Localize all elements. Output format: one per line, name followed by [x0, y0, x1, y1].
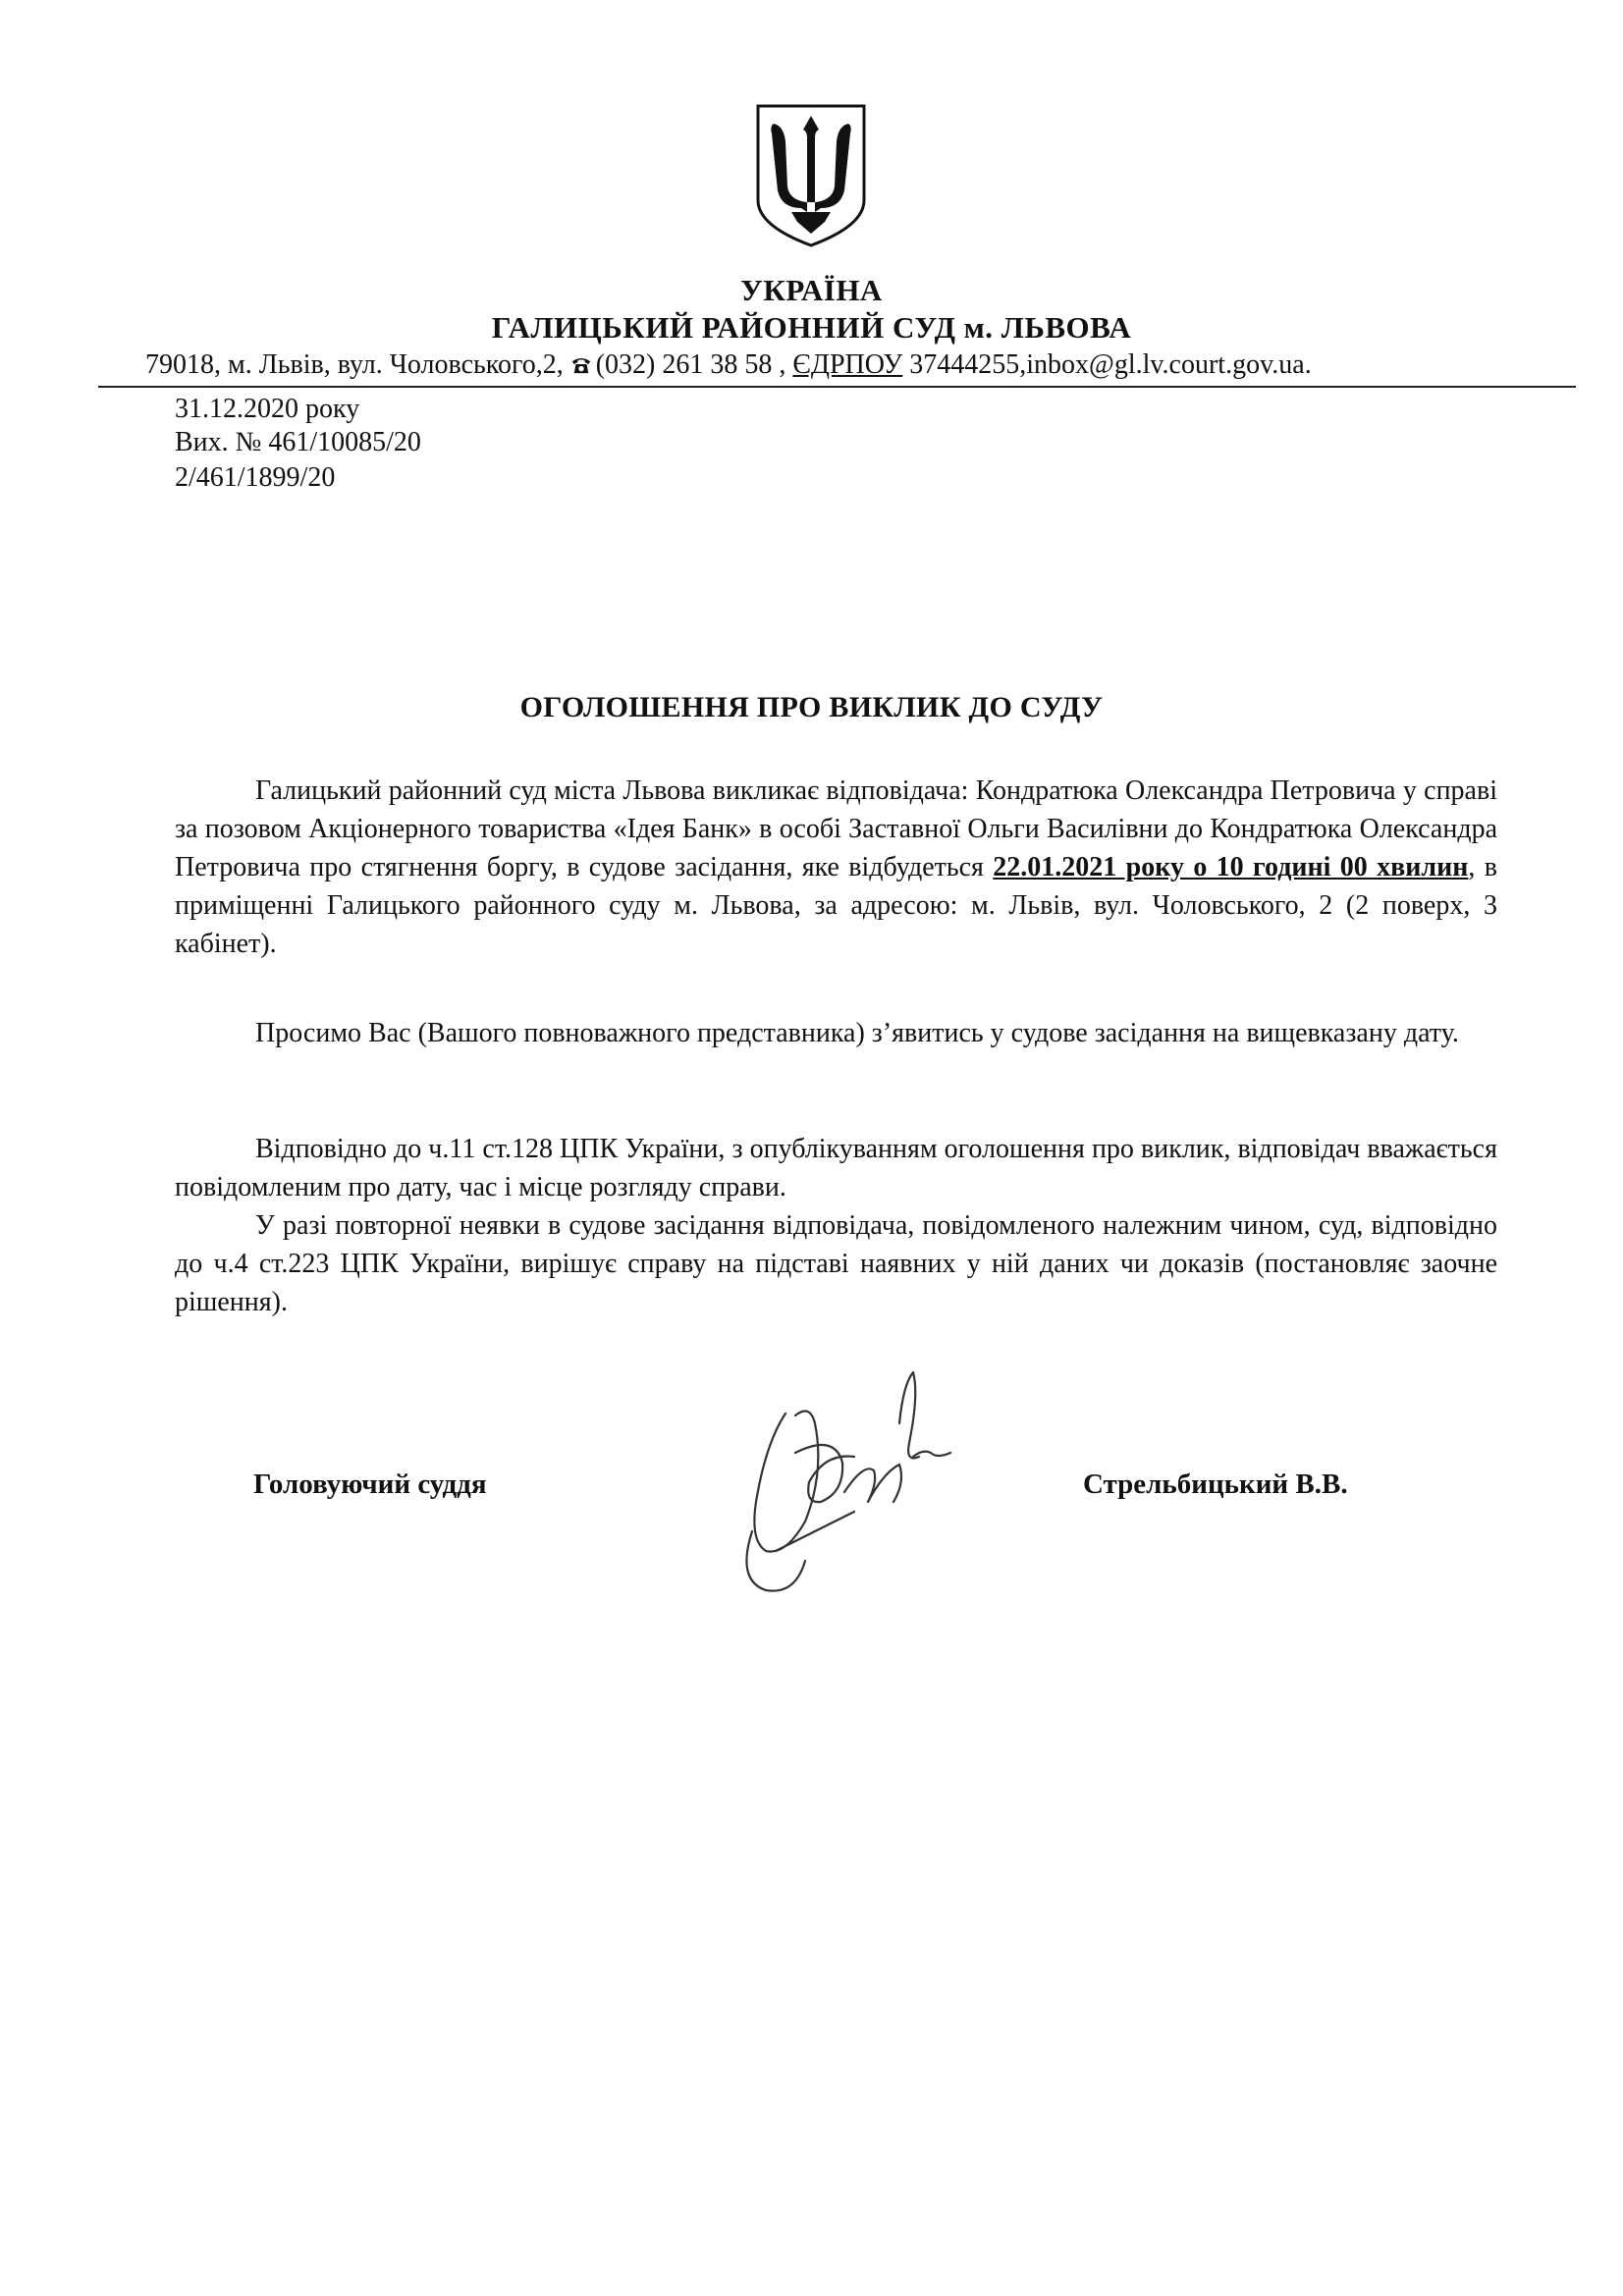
handwritten-signature-icon — [727, 1355, 952, 1610]
summons-text-end: , в приміщенні Галицького районного суду м. Львова, за адресою: м. Львів, вул. Чоловського, 2 (2 поверх, 3 кабінет). — [175, 852, 1497, 959]
summons-text-start: Галицький районний суд міста Львова викликає відповідача: Кондратюка Олександра Петровича у справі за позовом Акціонерного товариства «Ідея Банк» в особі Заставної Ольги Василівни до Кондратюка Олександра Петровича про стягнення боргу, в судове засідання, яке відбудеться — [175, 775, 1497, 882]
signatory-role: Головуючий суддя — [253, 1468, 487, 1500]
signatory-name: Стрельбицький В.В. — [1083, 1468, 1348, 1500]
court-phone: (032) 261 38 58 , — [595, 349, 786, 380]
header-divider — [98, 386, 1576, 388]
court-contact-line — [145, 349, 1559, 381]
document-date: 31.12.2020 року — [175, 394, 360, 424]
country-heading: УКРАЇНА — [740, 273, 883, 307]
edrpou-and-email: 37444255,inbox@gl.lv.court.gov.ua. — [909, 349, 1312, 380]
court-name-heading: ГАЛИЦЬКИЙ РАЙОННИЙ СУД м. ЛЬВОВА — [491, 310, 1132, 345]
edrpou-label: ЄДРПОУ — [792, 349, 903, 380]
outgoing-number: Вих. № 461/10085/20 — [175, 427, 421, 457]
telephone-icon — [570, 353, 592, 375]
document-title: ОГОЛОШЕННЯ ПРО ВИКЛИК ДО СУДУ — [519, 691, 1104, 723]
trident-emblem-icon — [752, 102, 870, 249]
hearing-datetime: 22.01.2021 року о 10 годині 00 хвилин — [993, 852, 1469, 882]
default-judgment-paragraph: У разі повторної неявки в судове засідання відповідача, повідомленого належним чином, суд, відповідно до ч.4 ст.223 ЦПК України, вирішує справу на підставі наявних у ній даних чи доказів (постановляє заочне рішення). — [175, 1210, 1497, 1317]
court-address: 79018, м. Львів, вул. Чоловського,2, — [145, 349, 564, 380]
case-number: 2/461/1899/20 — [175, 462, 336, 493]
legal-notice-paragraph: Відповідно до ч.11 ст.128 ЦПК України, з опублікуванням оголошення про виклик, відповідач вважається повідомленим про дату, час і місце розгляду справи. — [175, 1134, 1497, 1202]
summons-paragraph — [175, 772, 1497, 963]
appearance-request-paragraph: Просимо Вас (Вашого повноважного представника) з’явитись у судове засідання на вищевказану дату. — [255, 1018, 1459, 1048]
